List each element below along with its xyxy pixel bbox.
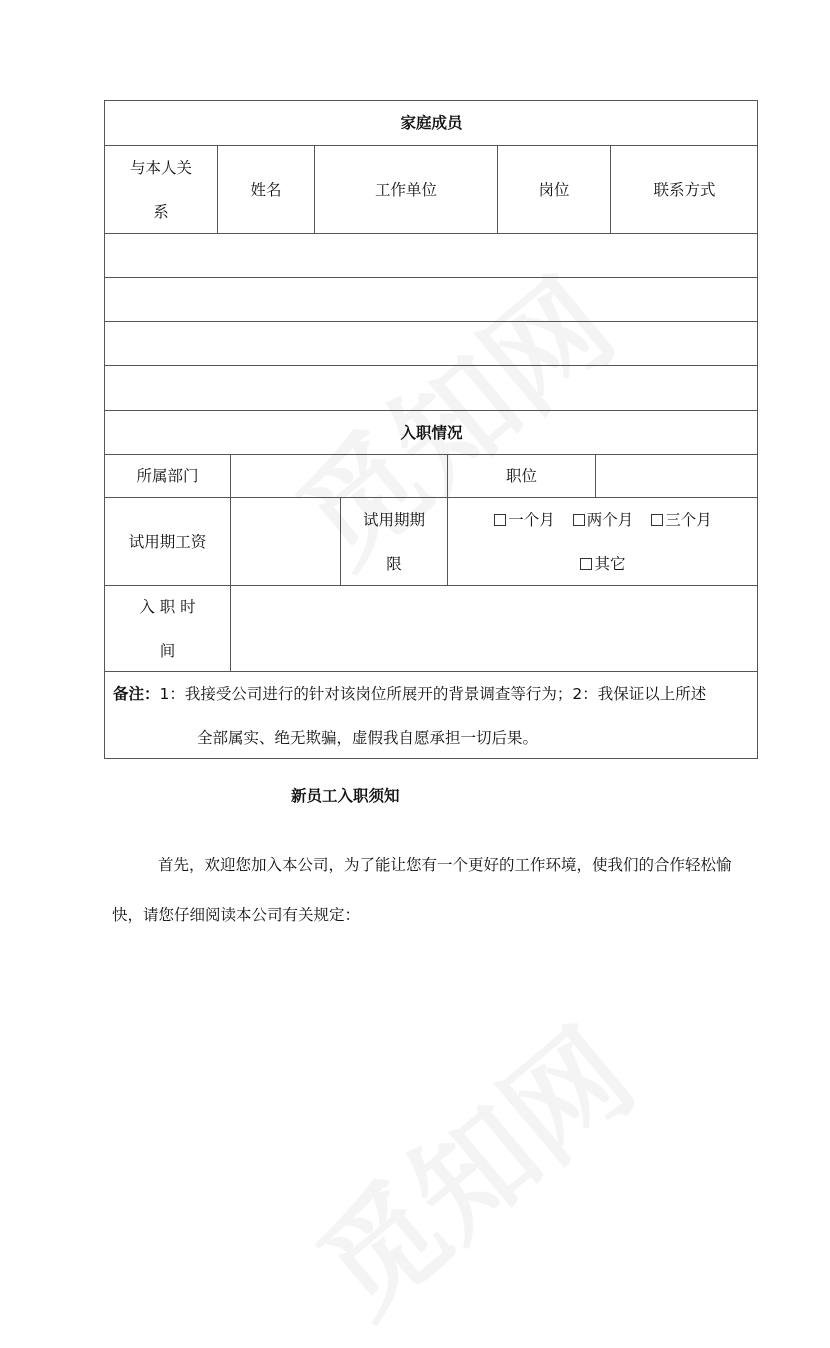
- notice-title: 新员工入职须知: [291, 787, 400, 805]
- onboarding-section-title: 入职情况: [104, 410, 758, 454]
- option-three-months[interactable]: [651, 498, 712, 542]
- family-row[interactable]: [104, 321, 758, 365]
- start-time-field[interactable]: [230, 585, 758, 671]
- header-name: 姓名: [217, 145, 314, 233]
- header-contact: 联系方式: [610, 145, 758, 233]
- table-border-bottom: [104, 758, 758, 759]
- note-label: 备注：: [113, 685, 160, 703]
- checkbox-icon[interactable]: [494, 514, 506, 526]
- option-one-month[interactable]: [494, 498, 555, 542]
- option-label: 两个月: [586, 510, 634, 529]
- notice-paragraph: 首先，欢迎您加入本公司，为了能让您有一个更好的工作环境，使我们的合作轻松愉快，请您仔细阅读本公司有关规定：: [112, 856, 732, 924]
- note-cell: [104, 671, 758, 759]
- header-relation-line2: 系: [153, 202, 169, 221]
- probation-period-label: [340, 497, 447, 585]
- family-row[interactable]: [104, 365, 758, 410]
- note-text-line1: 1：我接受公司进行的针对该岗位所展开的背景调查等行为；2：我保证以上所述: [159, 685, 707, 703]
- header-relation: [104, 145, 217, 233]
- table-border-right: [757, 100, 758, 759]
- option-label: 三个月: [665, 510, 712, 529]
- department-field[interactable]: [230, 454, 447, 497]
- option-two-months[interactable]: [573, 498, 634, 542]
- probation-period-label-line1: 试用期期: [362, 510, 425, 529]
- note-line1: [113, 672, 752, 716]
- option-label: 其它: [594, 554, 626, 573]
- checkbox-icon[interactable]: [580, 558, 592, 570]
- header-position: 岗位: [497, 145, 610, 233]
- option-label: 一个月: [508, 510, 555, 529]
- probation-salary-field[interactable]: [230, 497, 340, 585]
- watermark-bottom: [277, 984, 663, 1347]
- header-employer: 工作单位: [314, 145, 497, 233]
- job-field[interactable]: [595, 454, 758, 497]
- family-row[interactable]: [104, 233, 758, 277]
- options-row-1: [485, 498, 721, 542]
- family-row[interactable]: [104, 277, 758, 321]
- checkbox-icon[interactable]: [573, 514, 585, 526]
- start-time-label: [104, 585, 230, 671]
- job-label: 职位: [447, 454, 595, 497]
- note-line2: 全部属实、绝无欺骗，虚假我自愿承担一切后果。: [197, 729, 539, 747]
- option-other[interactable]: [580, 542, 625, 586]
- probation-period-options: [447, 497, 758, 585]
- family-section-title: 家庭成员: [104, 100, 758, 145]
- start-time-label-line1: 入 职 时: [139, 597, 196, 616]
- options-row-2: [571, 542, 634, 586]
- checkbox-icon[interactable]: [651, 514, 663, 526]
- header-relation-line1: 与本人关: [129, 158, 192, 177]
- start-time-label-line2: 间: [159, 641, 176, 660]
- probation-period-label-line2: 限: [386, 554, 402, 573]
- department-label: 所属部门: [104, 454, 230, 497]
- probation-salary-label: 试用期工资: [104, 497, 230, 585]
